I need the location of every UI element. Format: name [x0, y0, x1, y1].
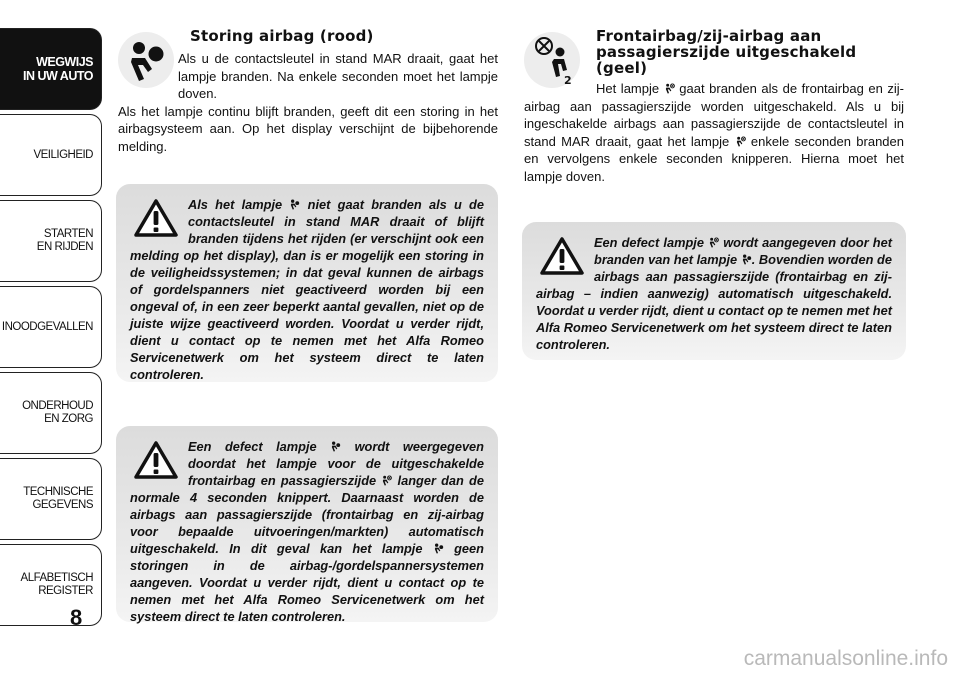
tab-wegwijs[interactable]: WEGWIJS IN UW AUTO	[0, 28, 102, 110]
warning-triangle-icon	[540, 236, 584, 276]
warning-triangle-icon	[134, 440, 178, 480]
airbag-icon	[433, 543, 444, 554]
intro-text: Als u de contactsleutel in stand MAR draait, gaat het lampje branden. Na enkele seconden moet het lampje doven.	[178, 51, 498, 101]
warning-text: Een defect lampje wordt aangegeven door het branden van het lampje . Bovendien worden de airbags aan passagierszijde (frontairbag en zij-airbag – indien aanwezig) automatisch uitgeschakeld. Voordat u verder rijdt, dient u contact op te nemen met het Alfa Romeo Servicenetwerk om het systeem direct te laten controleren.	[536, 235, 892, 352]
airbag-icon	[741, 254, 752, 265]
airbag-off-icon	[735, 136, 746, 147]
tab-starten[interactable]: STARTEN EN RIJDEN	[0, 200, 102, 282]
airbag-off-icon	[381, 475, 392, 486]
left-column	[118, 28, 498, 155]
intro-text: Het lampje gaat branden als de frontairbag en zij-airbag aan passagierszijde worden uitgeschakeld. Als u bij ingeschakelde airbags aan passagierszijde de contactsleutel in stand MAR draait, gaat het lampje enkele seconden branden en vervolgens enkele seconden knipperen. Hierna moet het lampje doven.	[524, 81, 905, 184]
intro-text-continued: Als het lampje continu blijft branden, geeft dit een storing in het airbagsysteem aan. Op het display verschijnt de bijbehorende melding.	[118, 103, 498, 154]
airbag-icon	[289, 199, 300, 210]
warning-box-defect	[116, 426, 498, 622]
warning-text: Als het lampje niet gaat branden als u de contactsleutel in stand MAR draait of blijft branden tijdens het rijden (er verschijnt ook een melding op het display), dan is er mogelijk een storing in de veiligheidssystemen; in dat geval kunnen de airbags of gordelspanners niet geactiveerd worden bij een ongeval of, in een zeer beperkt aantal gevallen, niet op de juiste wijze geactiveerd worden. Voordat u verder rijdt, dient u contact op te nemen met het Alfa Romeo Servicenetwerk om het systeem direct te laten controleren.	[130, 197, 484, 382]
airbag-icon	[330, 441, 341, 452]
section-title-line2: passagierszijde uitgeschakeld (geel)	[596, 43, 857, 77]
airbag-off-icon	[664, 83, 675, 94]
section-title-line1: Frontairbag/zij-airbag aan	[596, 27, 822, 45]
passenger-airbag-off-icon	[524, 32, 580, 88]
watermark: carmanualsonline.info	[743, 647, 948, 670]
right-column	[524, 28, 904, 185]
tab-register[interactable]: ALFABETISCH REGISTER	[0, 544, 102, 626]
tab-technische[interactable]: TECHNISCHE GEGEVENS	[0, 458, 102, 540]
warning-triangle-icon	[134, 198, 178, 238]
tab-onderhoud[interactable]: ONDERHOUD EN ZORG	[0, 372, 102, 454]
section-passenger-airbag-off	[524, 28, 904, 185]
warning-text: Een defect lampje wordt weergegeven doordat het lampje voor de uitgeschakelde frontairbag en passagierszijde langer dan de normale 4 seconden knippert. Daarnaast worden de airbags aan passagierszijde (frontairbag en zij-airbag voor bepaalde uitvoeringen/markten) automatisch uitgeschakeld. In dit geval kan het lampje geen storingen in de airbag-/gordelspannersystemen aangeven. Voordat u verder rijdt, dient u contact op te nemen met het Alfa Romeo Servicenetwerk om het systeem direct te laten controleren.	[130, 439, 484, 624]
airbag-off-icon	[708, 237, 719, 248]
page-number: 8	[70, 605, 83, 630]
section-airbag-fault	[118, 28, 498, 155]
warning-box-airbag	[116, 184, 498, 382]
tab-noodgevallen[interactable]: INOODGEVALLEN	[0, 286, 102, 368]
airbag-warning-icon	[118, 32, 174, 88]
warning-box-passenger	[522, 222, 906, 360]
section-title: Storing airbag (rood)	[190, 27, 374, 45]
svg-text:2: 2	[564, 74, 572, 87]
tab-veiligheid[interactable]: VEILIGHEID	[0, 114, 102, 196]
